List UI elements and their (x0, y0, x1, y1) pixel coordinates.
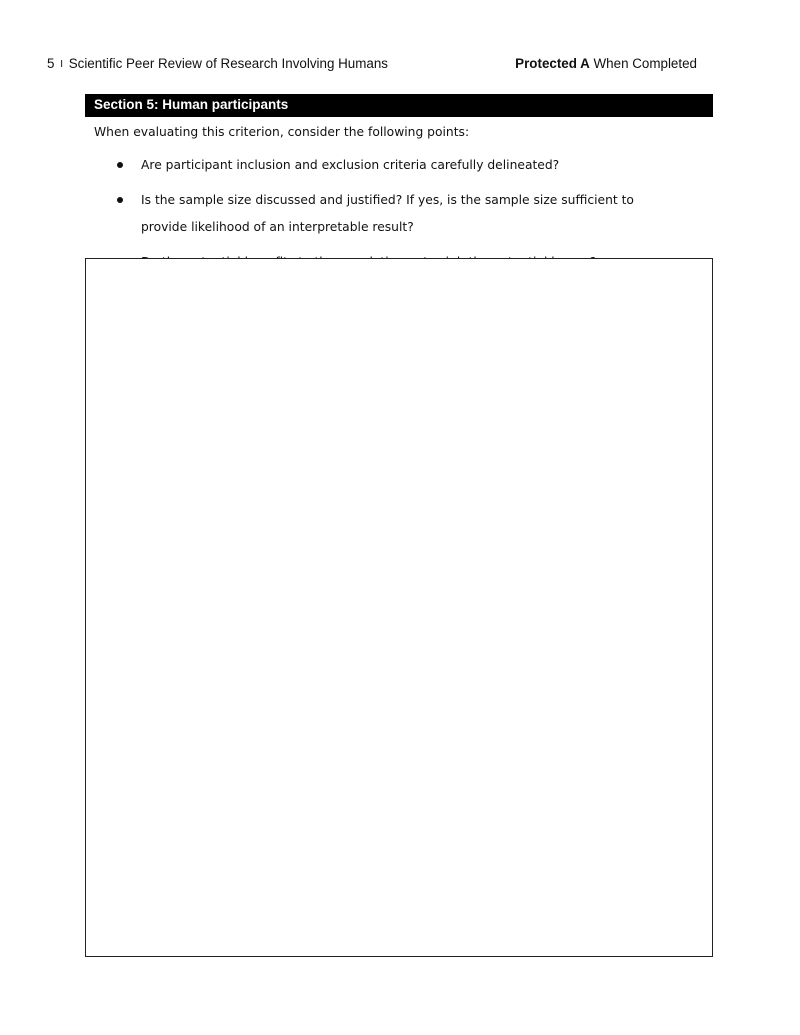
evaluation-point-text: Are participant inclusion and exclusion criteria carefully delineated? (141, 158, 560, 172)
bullet-icon (117, 197, 123, 203)
protection-qualifier: When Completed (589, 56, 697, 71)
header-separator: I (60, 59, 63, 70)
protection-level: Protected A (515, 56, 590, 71)
header-left (47, 56, 388, 71)
evaluation-point (115, 187, 675, 241)
protection-label (515, 56, 697, 71)
page-number: 5 (47, 56, 55, 71)
answer-text-box[interactable] (85, 258, 713, 957)
evaluation-point (115, 152, 675, 179)
bullet-icon (117, 162, 123, 168)
page-header (47, 56, 697, 74)
section-intro: When evaluating this criterion, consider the following points: (94, 125, 470, 139)
section-title: Section 5: Human participants (94, 97, 289, 112)
evaluation-point-text: Is the sample size discussed and justified? If yes, is the sample size sufficient to provide likelihood of an interpretable result? (141, 193, 634, 234)
section-header-bar (85, 94, 713, 117)
document-title: Scientific Peer Review of Research Involving Humans (68, 56, 388, 71)
